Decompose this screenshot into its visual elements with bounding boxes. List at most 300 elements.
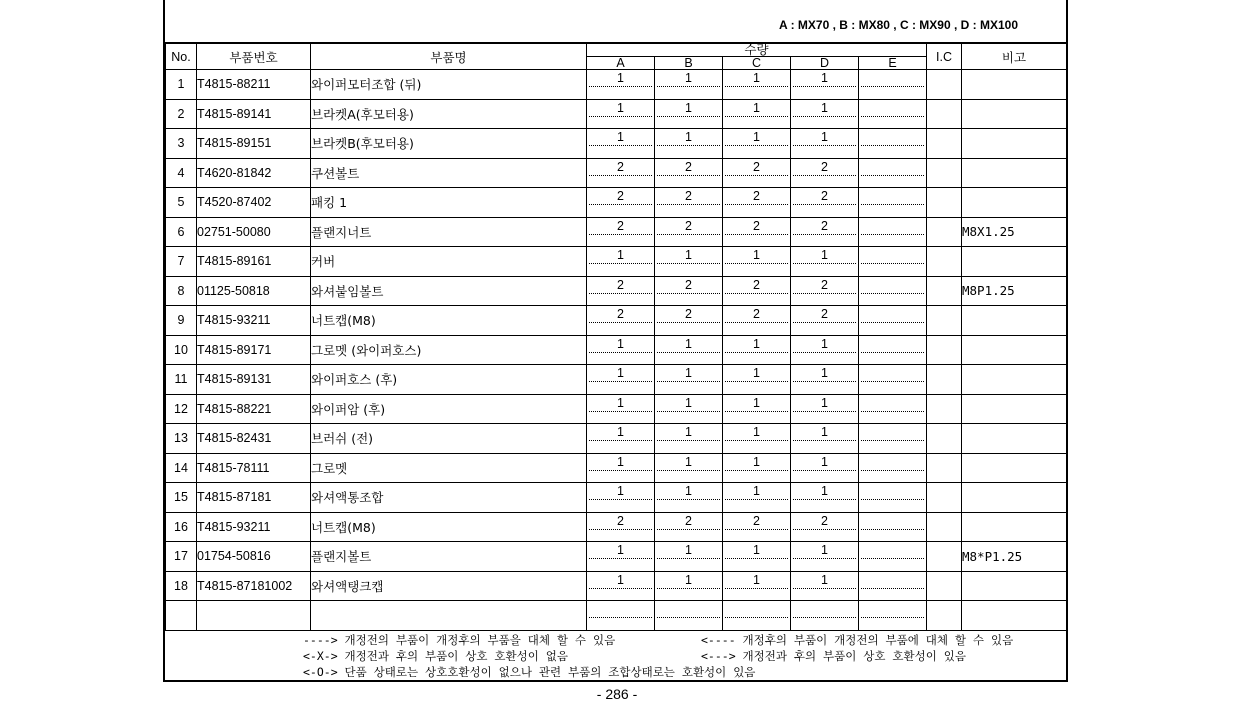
part-name: 와셔액통조합 xyxy=(311,483,587,513)
qty-value-d: 1 xyxy=(821,248,828,262)
qty-cell-a xyxy=(587,70,655,100)
qty-cell-e xyxy=(859,335,927,365)
qty-cell-b xyxy=(655,542,723,572)
qty-value-a: 2 xyxy=(617,513,624,528)
dotted-rule xyxy=(589,352,652,353)
part-number: 01125-50818 xyxy=(197,276,311,306)
dotted-rule xyxy=(589,86,652,87)
table-row xyxy=(166,306,1067,336)
qty-value-c: 1 xyxy=(753,395,760,410)
qty-cell-c xyxy=(723,335,791,365)
dotted-rule xyxy=(589,381,652,382)
qty-cell-c xyxy=(723,158,791,188)
col-header-b: B xyxy=(655,57,723,70)
qty-value-b: 1 xyxy=(685,336,692,351)
col-header-ic: I.C xyxy=(927,43,962,70)
table-row xyxy=(166,247,1067,277)
row-number: 18 xyxy=(166,571,197,601)
qty-cell-b xyxy=(655,70,723,100)
dotted-rule xyxy=(589,470,652,471)
dotted-rule xyxy=(861,588,924,589)
qty-cell-c xyxy=(723,542,791,572)
part-number: T4815-89131 xyxy=(197,365,311,395)
part-name: 와이퍼암 (후) xyxy=(311,394,587,424)
dotted-rule xyxy=(725,617,788,618)
dotted-rule xyxy=(861,86,924,87)
qty-cell-c xyxy=(723,217,791,247)
row-number: 3 xyxy=(166,129,197,159)
dotted-rule xyxy=(589,617,652,618)
qty-cell-d xyxy=(791,129,859,159)
qty-value-a: 1 xyxy=(617,100,624,115)
part-number: T4815-93211 xyxy=(197,306,311,336)
compatibility-legend xyxy=(165,631,1066,680)
part-name: 브라켓B(후모터용) xyxy=(311,129,587,159)
qty-cell-b xyxy=(655,453,723,483)
qty-cell-a xyxy=(587,394,655,424)
row-number xyxy=(166,601,197,631)
note-cell xyxy=(962,394,1067,424)
qty-value-c: 2 xyxy=(753,189,760,203)
qty-value-b: 1 xyxy=(685,572,692,587)
dotted-rule xyxy=(657,499,720,500)
dotted-rule xyxy=(657,529,720,530)
qty-cell-b xyxy=(655,129,723,159)
table-row xyxy=(166,276,1067,306)
qty-value-d: 1 xyxy=(821,395,828,410)
note-cell xyxy=(962,365,1067,395)
part-number: T4815-89171 xyxy=(197,335,311,365)
qty-value-b: 2 xyxy=(685,513,692,528)
qty-cell-e xyxy=(859,70,927,100)
qty-cell-c xyxy=(723,601,791,631)
qty-value-b: 2 xyxy=(685,218,692,233)
qty-cell-d xyxy=(791,306,859,336)
qty-value-a: 1 xyxy=(617,366,624,380)
table-row xyxy=(166,542,1067,572)
note-cell: M8P1.25 xyxy=(962,276,1067,306)
row-number: 17 xyxy=(166,542,197,572)
dotted-rule xyxy=(725,263,788,264)
qty-cell-b xyxy=(655,158,723,188)
qty-cell-a xyxy=(587,483,655,513)
dotted-rule xyxy=(793,440,856,441)
part-number: T4520-87402 xyxy=(197,188,311,218)
qty-cell-b xyxy=(655,394,723,424)
dotted-rule xyxy=(657,558,720,559)
qty-cell-d xyxy=(791,394,859,424)
qty-cell-c xyxy=(723,512,791,542)
row-number: 6 xyxy=(166,217,197,247)
parts-list-page xyxy=(163,0,1068,682)
part-number: T4815-88221 xyxy=(197,394,311,424)
note-cell xyxy=(962,306,1067,336)
dotted-rule xyxy=(589,263,652,264)
note-cell xyxy=(962,188,1067,218)
qty-cell-a xyxy=(587,247,655,277)
qty-cell-a xyxy=(587,276,655,306)
ic-cell xyxy=(927,394,962,424)
dotted-rule xyxy=(589,499,652,500)
dotted-rule xyxy=(589,145,652,146)
col-header-no: No. xyxy=(166,43,197,70)
ic-cell xyxy=(927,424,962,454)
qty-value-a: 1 xyxy=(617,395,624,410)
qty-cell-c xyxy=(723,424,791,454)
col-header-a: A xyxy=(587,57,655,70)
qty-value-a: 1 xyxy=(617,71,624,85)
dotted-rule xyxy=(725,86,788,87)
qty-value-b: 1 xyxy=(685,71,692,85)
row-number: 16 xyxy=(166,512,197,542)
part-name: 브러쉬 (전) xyxy=(311,424,587,454)
dotted-rule xyxy=(861,322,924,323)
qty-value-c: 1 xyxy=(753,130,760,144)
ic-cell xyxy=(927,365,962,395)
dotted-rule xyxy=(725,381,788,382)
dotted-rule xyxy=(793,116,856,117)
page-number: - 286 - xyxy=(596,686,638,702)
part-name: 그로멧 (와이퍼호스) xyxy=(311,335,587,365)
table-row xyxy=(166,453,1067,483)
qty-cell-e xyxy=(859,453,927,483)
qty-cell-b xyxy=(655,217,723,247)
table-row xyxy=(166,129,1067,159)
qty-value-d: 1 xyxy=(821,543,828,557)
qty-cell-c xyxy=(723,276,791,306)
col-header-part-name: 부품명 xyxy=(311,43,587,70)
qty-cell-a xyxy=(587,306,655,336)
dotted-rule xyxy=(589,293,652,294)
dotted-rule xyxy=(589,204,652,205)
dotted-rule xyxy=(793,617,856,618)
qty-cell-b xyxy=(655,276,723,306)
qty-value-a: 2 xyxy=(617,218,624,233)
part-name: 플랜지볼트 xyxy=(311,542,587,572)
table-row xyxy=(166,99,1067,129)
qty-value-d: 1 xyxy=(821,71,828,85)
dotted-rule xyxy=(657,175,720,176)
legend-line: ----> 개정전의 부품이 개정후의 부품을 대체 할 수 있음 xyxy=(303,633,616,647)
note-cell xyxy=(962,424,1067,454)
qty-value-a: 1 xyxy=(617,425,624,439)
qty-cell-d xyxy=(791,601,859,631)
row-number: 4 xyxy=(166,158,197,188)
qty-value-d: 1 xyxy=(821,454,828,469)
dotted-rule xyxy=(589,234,652,235)
dotted-rule xyxy=(589,440,652,441)
qty-cell-b xyxy=(655,306,723,336)
qty-value-a: 1 xyxy=(617,248,624,262)
qty-cell-a xyxy=(587,365,655,395)
ic-cell xyxy=(927,188,962,218)
note-cell xyxy=(962,571,1067,601)
qty-cell-d xyxy=(791,571,859,601)
qty-value-c: 1 xyxy=(753,366,760,380)
qty-cell-d xyxy=(791,512,859,542)
legend-line: <---> 개정전과 후의 부품이 상호 호환성이 있음 xyxy=(701,649,967,663)
qty-cell-e xyxy=(859,542,927,572)
part-name: 패킹 1 xyxy=(311,188,587,218)
col-header-part-number: 부품번호 xyxy=(197,43,311,70)
dotted-rule xyxy=(793,411,856,412)
dotted-rule xyxy=(589,175,652,176)
dotted-rule xyxy=(657,588,720,589)
table-row xyxy=(166,601,1067,631)
part-number: T4815-89141 xyxy=(197,99,311,129)
ic-cell xyxy=(927,70,962,100)
qty-value-b: 1 xyxy=(685,425,692,439)
row-number: 11 xyxy=(166,365,197,395)
dotted-rule xyxy=(657,617,720,618)
row-number: 8 xyxy=(166,276,197,306)
qty-cell-e xyxy=(859,394,927,424)
qty-cell-e xyxy=(859,424,927,454)
note-cell: M8X1.25 xyxy=(962,217,1067,247)
dotted-rule xyxy=(861,234,924,235)
dotted-rule xyxy=(793,293,856,294)
qty-cell-a xyxy=(587,99,655,129)
qty-cell-c xyxy=(723,188,791,218)
dotted-rule xyxy=(657,263,720,264)
part-number: T4620-81842 xyxy=(197,158,311,188)
ic-cell xyxy=(927,601,962,631)
qty-value-d: 1 xyxy=(821,572,828,587)
qty-value-a: 1 xyxy=(617,484,624,498)
dotted-rule xyxy=(725,470,788,471)
part-name: 와이퍼모터조합 (뒤) xyxy=(311,70,587,100)
ic-cell xyxy=(927,158,962,188)
part-name: 와셔붙임볼트 xyxy=(311,276,587,306)
dotted-rule xyxy=(589,116,652,117)
qty-value-b: 1 xyxy=(685,543,692,557)
note-cell xyxy=(962,70,1067,100)
qty-cell-b xyxy=(655,365,723,395)
dotted-rule xyxy=(861,145,924,146)
qty-value-d: 2 xyxy=(821,159,828,174)
dotted-rule xyxy=(725,322,788,323)
col-header-c: C xyxy=(723,57,791,70)
table-row xyxy=(166,365,1067,395)
dotted-rule xyxy=(861,558,924,559)
dotted-rule xyxy=(589,588,652,589)
dotted-rule xyxy=(861,440,924,441)
part-name: 쿠션볼트 xyxy=(311,158,587,188)
qty-cell-c xyxy=(723,99,791,129)
dotted-rule xyxy=(725,234,788,235)
qty-cell-c xyxy=(723,571,791,601)
qty-cell-e xyxy=(859,601,927,631)
part-number xyxy=(197,601,311,631)
parts-table xyxy=(165,42,1067,631)
dotted-rule xyxy=(589,529,652,530)
qty-cell-a xyxy=(587,424,655,454)
qty-value-d: 1 xyxy=(821,100,828,115)
ic-cell xyxy=(927,217,962,247)
qty-cell-e xyxy=(859,276,927,306)
dotted-rule xyxy=(657,86,720,87)
note-cell: M8*P1.25 xyxy=(962,542,1067,572)
col-header-note: 비고 xyxy=(962,43,1067,70)
dotted-rule xyxy=(793,352,856,353)
qty-value-d: 2 xyxy=(821,218,828,233)
ic-cell xyxy=(927,99,962,129)
part-name: 너트캡(M8) xyxy=(311,512,587,542)
qty-value-c: 1 xyxy=(753,336,760,351)
table-row xyxy=(166,394,1067,424)
row-number: 15 xyxy=(166,483,197,513)
dotted-rule xyxy=(861,204,924,205)
col-header-d: D xyxy=(791,57,859,70)
part-name: 너트캡(M8) xyxy=(311,306,587,336)
qty-value-d: 2 xyxy=(821,307,828,321)
qty-cell-d xyxy=(791,542,859,572)
dotted-rule xyxy=(725,293,788,294)
part-number: T4815-87181002 xyxy=(197,571,311,601)
qty-cell-d xyxy=(791,247,859,277)
qty-cell-c xyxy=(723,394,791,424)
qty-value-d: 2 xyxy=(821,513,828,528)
qty-value-d: 1 xyxy=(821,336,828,351)
dotted-rule xyxy=(793,381,856,382)
qty-value-a: 2 xyxy=(617,159,624,174)
qty-value-b: 1 xyxy=(685,130,692,144)
qty-cell-e xyxy=(859,188,927,218)
note-cell xyxy=(962,453,1067,483)
qty-value-c: 1 xyxy=(753,484,760,498)
dotted-rule xyxy=(793,145,856,146)
qty-value-c: 1 xyxy=(753,425,760,439)
qty-cell-c xyxy=(723,365,791,395)
qty-cell-e xyxy=(859,483,927,513)
table-row xyxy=(166,158,1067,188)
qty-cell-d xyxy=(791,158,859,188)
ic-cell xyxy=(927,453,962,483)
qty-value-d: 2 xyxy=(821,277,828,292)
qty-value-a: 1 xyxy=(617,543,624,557)
dotted-rule xyxy=(657,352,720,353)
part-number: 02751-50080 xyxy=(197,217,311,247)
dotted-rule xyxy=(725,352,788,353)
note-cell xyxy=(962,512,1067,542)
dotted-rule xyxy=(589,558,652,559)
dotted-rule xyxy=(725,145,788,146)
dotted-rule xyxy=(657,411,720,412)
qty-cell-e xyxy=(859,158,927,188)
qty-cell-c xyxy=(723,453,791,483)
dotted-rule xyxy=(793,499,856,500)
dotted-rule xyxy=(725,558,788,559)
legend-line: <-X-> 개정전과 후의 부품이 상호 호환성이 없음 xyxy=(303,649,569,663)
qty-cell-e xyxy=(859,365,927,395)
dotted-rule xyxy=(589,322,652,323)
row-number: 1 xyxy=(166,70,197,100)
qty-cell-e xyxy=(859,512,927,542)
legend-line: <-O-> 단품 상태로는 상호호환성이 없으나 관련 부품의 조합상태로는 호환성이 있음 xyxy=(303,665,756,679)
dotted-rule xyxy=(725,529,788,530)
qty-value-c: 2 xyxy=(753,513,760,528)
note-cell xyxy=(962,335,1067,365)
qty-cell-e xyxy=(859,247,927,277)
part-name: 와이퍼호스 (후) xyxy=(311,365,587,395)
part-name: 커버 xyxy=(311,247,587,277)
row-number: 7 xyxy=(166,247,197,277)
table-row xyxy=(166,424,1067,454)
table-row xyxy=(166,571,1067,601)
table-row xyxy=(166,188,1067,218)
dotted-rule xyxy=(793,322,856,323)
qty-value-b: 2 xyxy=(685,277,692,292)
qty-value-a: 1 xyxy=(617,572,624,587)
ic-cell xyxy=(927,512,962,542)
note-cell xyxy=(962,99,1067,129)
qty-value-a: 2 xyxy=(617,307,624,321)
qty-cell-c xyxy=(723,247,791,277)
dotted-rule xyxy=(725,588,788,589)
qty-cell-a xyxy=(587,217,655,247)
dotted-rule xyxy=(861,352,924,353)
dotted-rule xyxy=(793,588,856,589)
qty-value-c: 2 xyxy=(753,277,760,292)
dotted-rule xyxy=(793,529,856,530)
dotted-rule xyxy=(861,381,924,382)
dotted-rule xyxy=(793,86,856,87)
row-number: 14 xyxy=(166,453,197,483)
part-number: T4815-78111 xyxy=(197,453,311,483)
qty-value-b: 1 xyxy=(685,484,692,498)
qty-value-b: 1 xyxy=(685,248,692,262)
qty-cell-c xyxy=(723,129,791,159)
dotted-rule xyxy=(861,293,924,294)
qty-cell-a xyxy=(587,335,655,365)
col-header-e: E xyxy=(859,57,927,70)
qty-cell-e xyxy=(859,217,927,247)
qty-value-b: 2 xyxy=(685,159,692,174)
qty-cell-a xyxy=(587,542,655,572)
dotted-rule xyxy=(861,499,924,500)
ic-cell xyxy=(927,335,962,365)
row-number: 5 xyxy=(166,188,197,218)
ic-cell xyxy=(927,276,962,306)
dotted-rule xyxy=(861,263,924,264)
dotted-rule xyxy=(725,204,788,205)
dotted-rule xyxy=(657,145,720,146)
qty-cell-a xyxy=(587,512,655,542)
row-number: 2 xyxy=(166,99,197,129)
dotted-rule xyxy=(793,558,856,559)
qty-value-c: 1 xyxy=(753,454,760,469)
dotted-rule xyxy=(657,234,720,235)
qty-cell-d xyxy=(791,365,859,395)
qty-cell-d xyxy=(791,188,859,218)
qty-cell-b xyxy=(655,247,723,277)
dotted-rule xyxy=(793,470,856,471)
qty-value-c: 2 xyxy=(753,307,760,321)
part-name: 그로멧 xyxy=(311,453,587,483)
table-row xyxy=(166,335,1067,365)
dotted-rule xyxy=(725,411,788,412)
qty-cell-a xyxy=(587,571,655,601)
ic-cell xyxy=(927,247,962,277)
dotted-rule xyxy=(725,499,788,500)
qty-value-c: 1 xyxy=(753,71,760,85)
col-header-quantity: 수량 xyxy=(587,43,927,57)
qty-value-b: 1 xyxy=(685,366,692,380)
qty-value-b: 1 xyxy=(685,454,692,469)
dotted-rule xyxy=(725,440,788,441)
qty-cell-b xyxy=(655,424,723,454)
note-cell xyxy=(962,483,1067,513)
